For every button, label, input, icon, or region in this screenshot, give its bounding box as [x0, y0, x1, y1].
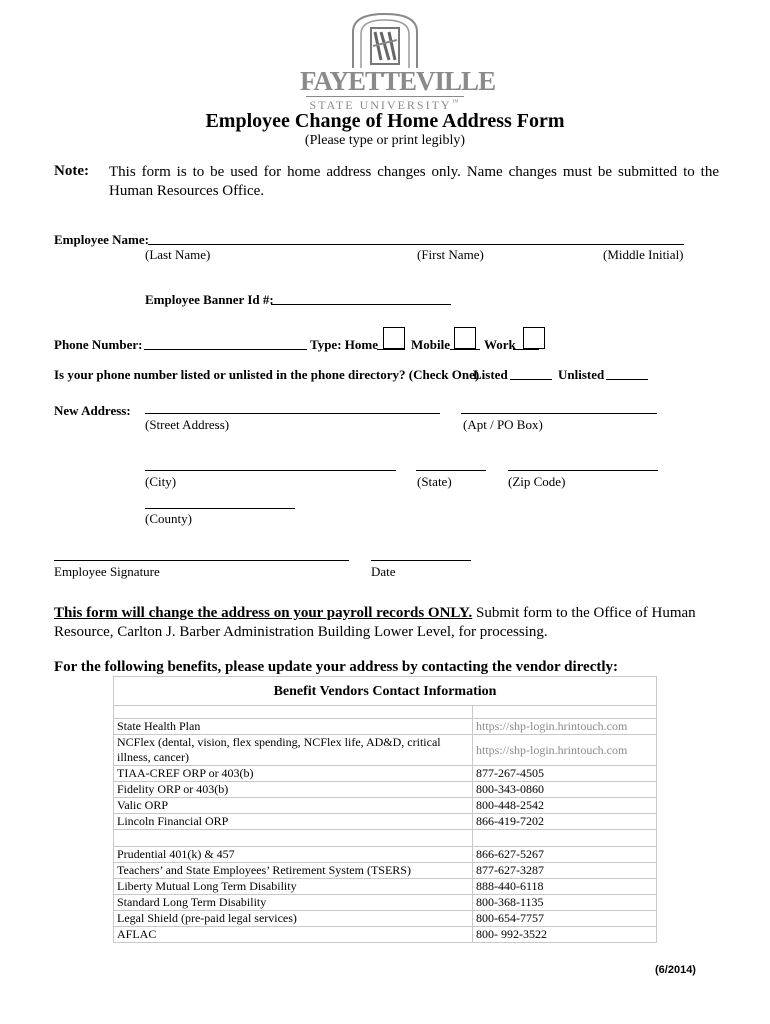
table-row	[114, 735, 657, 766]
seal-icon	[345, 10, 425, 68]
home-checkbox[interactable]	[383, 327, 405, 349]
work-checkbox[interactable]	[523, 327, 545, 349]
payroll-notice-text: Submit form to the Office of Human Resource, Carlton J. Barber Administration Building Lower Level, for processing.	[54, 605, 696, 640]
street-address-field[interactable]	[145, 399, 440, 414]
last-name-caption: (Last Name)	[145, 247, 211, 262]
table-row	[114, 911, 657, 927]
vendor-phone: 800- 992-3522	[473, 927, 657, 943]
phone-number-label: Phone Number:	[54, 337, 143, 352]
signature-field[interactable]	[54, 546, 349, 561]
vendor-link[interactable]: https://shp-login.hrintouch.com	[473, 735, 657, 766]
vendor-name: Legal Shield (pre-paid legal services)	[114, 911, 473, 927]
state-caption: (State)	[417, 474, 452, 489]
vendor-name: AFLAC	[114, 927, 473, 943]
phone-number-field[interactable]	[144, 335, 307, 350]
table-row	[114, 719, 657, 735]
vendor-phone: 800-654-7757	[473, 911, 657, 927]
apt-field[interactable]	[461, 399, 657, 414]
vendor-phone: 877-267-4505	[473, 766, 657, 782]
mobile-checkbox[interactable]	[454, 327, 476, 349]
form-version: (6/2014)	[655, 964, 696, 976]
vendor-name: NCFlex (dental, vision, flex spending, NCFlex life, AD&D, critical illness, cancer)	[114, 735, 473, 766]
phone-type-label: Type: Home	[310, 337, 378, 352]
university-logo	[300, 10, 496, 112]
date-field[interactable]	[371, 546, 471, 561]
signature-caption: Employee Signature	[54, 564, 160, 579]
note-label: Note:	[54, 163, 89, 179]
logo-name-line1: FAYETTEVILLE	[300, 66, 496, 96]
apt-caption: (Apt / PO Box)	[463, 417, 543, 432]
table-row	[114, 782, 657, 798]
vendor-name: TIAA-CREF ORP or 403(b)	[114, 766, 473, 782]
vendor-name: Lincoln Financial ORP	[114, 814, 473, 830]
table-row	[114, 847, 657, 863]
vendor-name: Valic ORP	[114, 798, 473, 814]
vendor-phone: 877-627-3287	[473, 863, 657, 879]
zip-code-caption: (Zip Code)	[508, 474, 566, 489]
listed-label: Listed	[473, 367, 508, 382]
page-subtitle: (Please type or print legibly)	[304, 133, 466, 148]
state-field[interactable]	[416, 456, 486, 471]
logo-subtitle: STATE UNIVERSITY	[309, 98, 452, 112]
county-field[interactable]	[145, 494, 295, 509]
banner-id-label: Employee Banner Id #:	[145, 292, 274, 307]
payroll-notice-bold: This form will change the address on your payroll records ONLY.	[54, 605, 473, 621]
vendor-name: Fidelity ORP or 403(b)	[114, 782, 473, 798]
city-field[interactable]	[145, 456, 396, 471]
vendor-name: State Health Plan	[114, 719, 473, 735]
employee-name-label: Employee Name:	[54, 232, 149, 247]
vendor-name: Standard Long Term Disability	[114, 895, 473, 911]
vendor-phone: 800-368-1135	[473, 895, 657, 911]
vendor-phone: 866-627-5267	[473, 847, 657, 863]
unlisted-label: Unlisted	[558, 367, 605, 382]
trademark: ™	[451, 98, 461, 106]
vendor-table	[113, 676, 657, 943]
table-row	[114, 798, 657, 814]
mobile-label: Mobile	[411, 337, 450, 352]
city-caption: (City)	[145, 474, 177, 489]
table-row	[114, 895, 657, 911]
street-address-caption: (Street Address)	[145, 417, 230, 432]
vendor-phone: 866-419-7202	[473, 814, 657, 830]
vendor-phone: 888-440-6118	[473, 879, 657, 895]
payroll-notice	[54, 604, 714, 642]
vendor-phone: 800-343-0860	[473, 782, 657, 798]
vendor-name: Teachers’ and State Employees’ Retirement System (TSERS)	[114, 863, 473, 879]
table-row	[114, 863, 657, 879]
county-caption: (County)	[145, 511, 192, 526]
page-title: Employee Change of Home Address Form	[205, 110, 565, 132]
listed-question: Is your phone number listed or unlisted in the phone directory? (Check One)	[54, 367, 480, 382]
employee-name-field[interactable]	[148, 230, 684, 245]
vendor-table-heading: Benefit Vendors Contact Information	[114, 677, 657, 706]
table-row	[114, 766, 657, 782]
listed-field[interactable]	[510, 365, 552, 380]
vendor-name: Liberty Mutual Long Term Disability	[114, 879, 473, 895]
new-address-label: New Address:	[54, 403, 131, 418]
date-caption: Date	[371, 564, 396, 579]
vendor-phone: 800-448-2542	[473, 798, 657, 814]
benefits-heading: For the following benefits, please update your address by contacting the vendor directly:	[54, 659, 619, 675]
table-row	[114, 927, 657, 943]
zip-code-field[interactable]	[508, 456, 658, 471]
work-label: Work	[484, 337, 516, 352]
vendor-link[interactable]: https://shp-login.hrintouch.com	[473, 719, 657, 735]
note-text: This form is to be used for home address changes only. Name changes must be submitted to the Human Resources Office.	[109, 164, 719, 199]
unlisted-field[interactable]	[606, 365, 648, 380]
vendor-name: Prudential 401(k) & 457	[114, 847, 473, 863]
middle-initial-caption: (Middle Initial)	[603, 247, 684, 262]
table-row	[114, 814, 657, 830]
table-row	[114, 879, 657, 895]
banner-id-field[interactable]	[271, 290, 451, 305]
first-name-caption: (First Name)	[417, 247, 484, 262]
